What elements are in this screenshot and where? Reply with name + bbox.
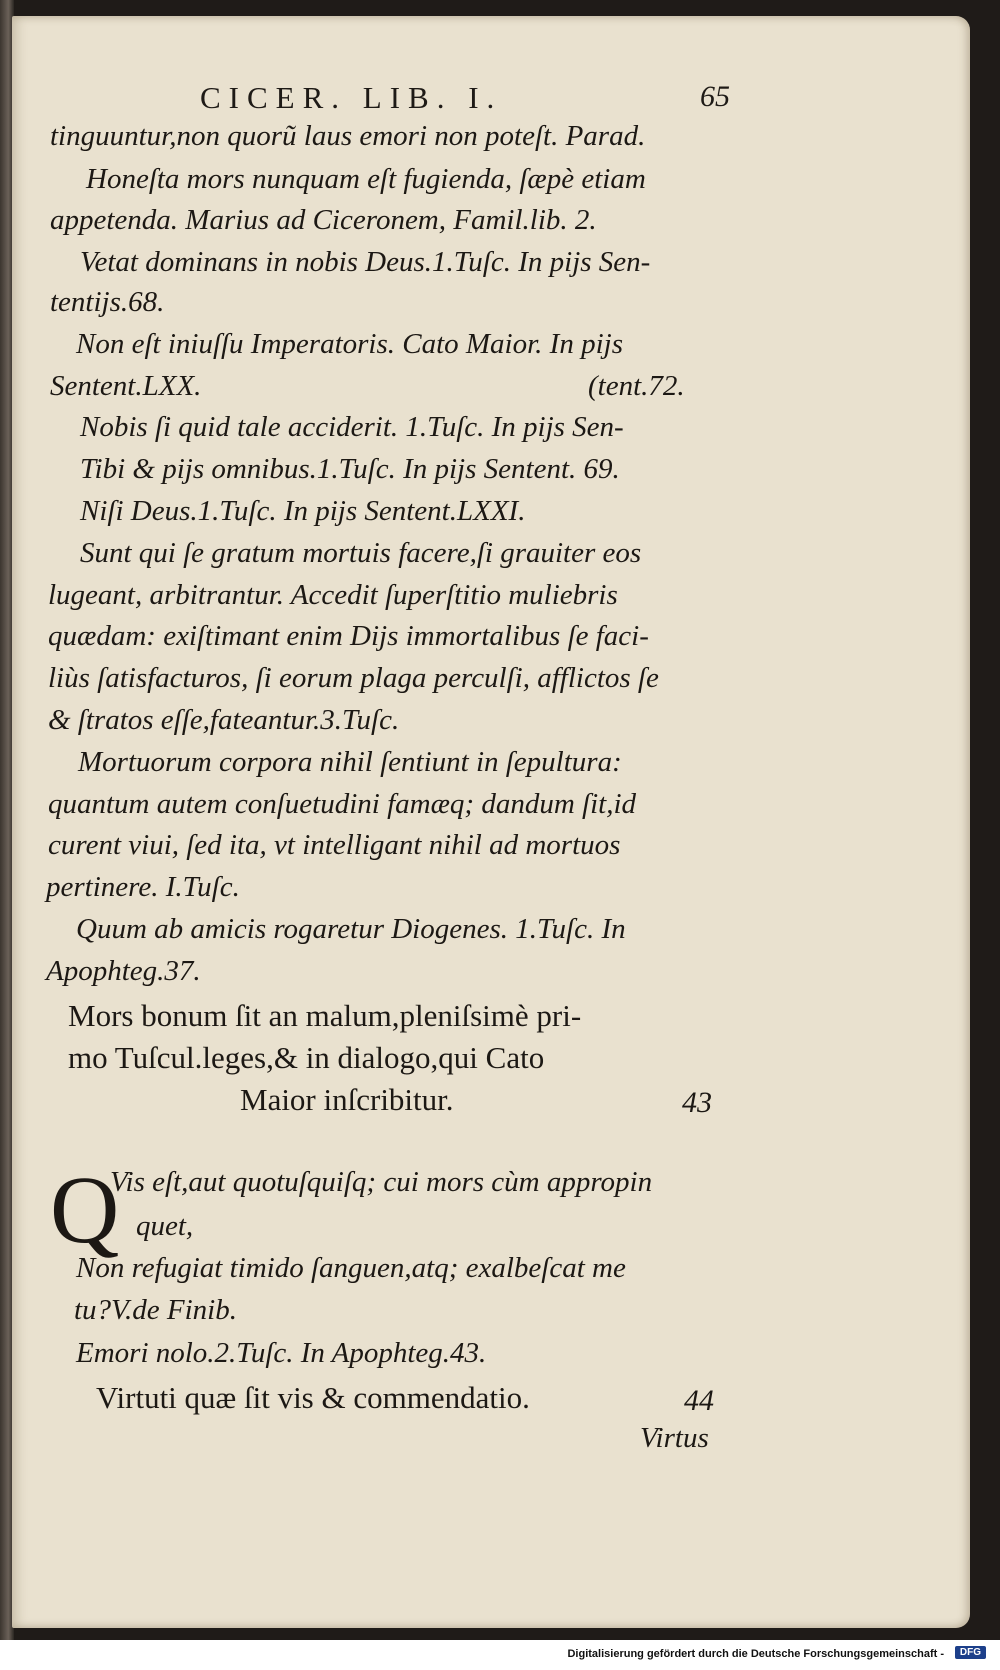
text-line: Nobis ſi quid tale acciderit. 1.Tuſc. In pijs Sen-: [80, 411, 624, 443]
text-line: curent viui, ſed ita, vt intelligant nihil ad mortuos: [48, 829, 621, 861]
text-line: tentijs.68.: [50, 286, 165, 318]
section-number: 44: [684, 1384, 714, 1417]
text-line: Quum ab amicis rogaretur Diogenes. 1.Tuſc. In: [76, 913, 626, 945]
page-number: 65: [700, 80, 730, 113]
section-heading: mo Tuſcul.leges,& in dialogo,qui Cato: [68, 1040, 545, 1075]
section-heading: Virtuti quæ ſit vis & commendatio.: [96, 1380, 530, 1415]
text-line: pertinere. I.Tuſc.: [46, 871, 240, 903]
text-line: Sunt qui ſe gratum mortuis facere,ſi grauiter eos: [80, 537, 642, 569]
text-line: liùs ſatisfacturos, ſi eorum plaga perculſi, afflictos ſe: [48, 662, 659, 694]
dfg-logo: DFG: [955, 1646, 986, 1659]
text-line: Vis eſt,aut quotuſquiſq; cui mors cùm appropin: [110, 1166, 653, 1198]
text-line: Apophteg.37.: [46, 955, 201, 987]
text-line: Non refugiat timido ſanguen,atq; exalbeſcat me: [76, 1252, 626, 1284]
text-line: quædam: exiſtimant enim Dijs immortalibus ſe faci-: [48, 620, 649, 652]
text-line: Honeſta mors nunquam eſt fugienda, ſæpè etiam: [86, 163, 646, 195]
text-line: Vetat dominans in nobis Deus.1.Tuſc. In pijs Sen-: [80, 246, 651, 278]
text-line-bracketed: (tent.72.: [588, 370, 685, 402]
text-line: Emori nolo.2.Tuſc. In Apophteg.43.: [76, 1337, 487, 1369]
running-head: CICER. LIB. I.: [200, 80, 503, 115]
text-line: Sentent.LXX.: [50, 370, 202, 402]
section-heading: Mors bonum ſit an malum,pleniſsimè pri-: [68, 998, 582, 1033]
text-line: Tibi & pijs omnibus.1.Tuſc. In pijs Sentent. 69.: [80, 453, 620, 485]
text-line: Non eſt iniuſſu Imperatoris. Cato Maior. In pijs: [76, 328, 623, 360]
drop-capital: Q: [50, 1156, 120, 1263]
text-line: Niſi Deus.1.Tuſc. In pijs Sentent.LXXI.: [80, 495, 526, 527]
text-line: tinguuntur,non quorũ laus emori non poteſt. Parad.: [50, 120, 646, 152]
text-line: quantum autem conſuetudini famæq; dandum ſit,id: [48, 788, 637, 820]
catchword: Virtus: [640, 1422, 709, 1454]
text-line: tu?V.de Finib.: [74, 1294, 237, 1326]
text-line: & ſtratos eſſe,fateantur.3.Tuſc.: [48, 704, 400, 736]
text-line: appetenda. Marius ad Ciceronem, Famil.lib. 2.: [50, 204, 597, 236]
text-line: lugeant, arbitrantur. Accedit ſuperſtitio muliebris: [48, 579, 618, 611]
text-line: quet,: [136, 1210, 194, 1242]
text-line: Mortuorum corpora nihil ſentiunt in ſepultura:: [78, 746, 622, 778]
digitization-credit: Digitalisierung gefördert durch die Deutsche Forschungsgemeinschaft -: [567, 1648, 944, 1660]
section-heading: Maior inſcribitur.: [240, 1082, 454, 1117]
section-number: 43: [682, 1086, 712, 1119]
